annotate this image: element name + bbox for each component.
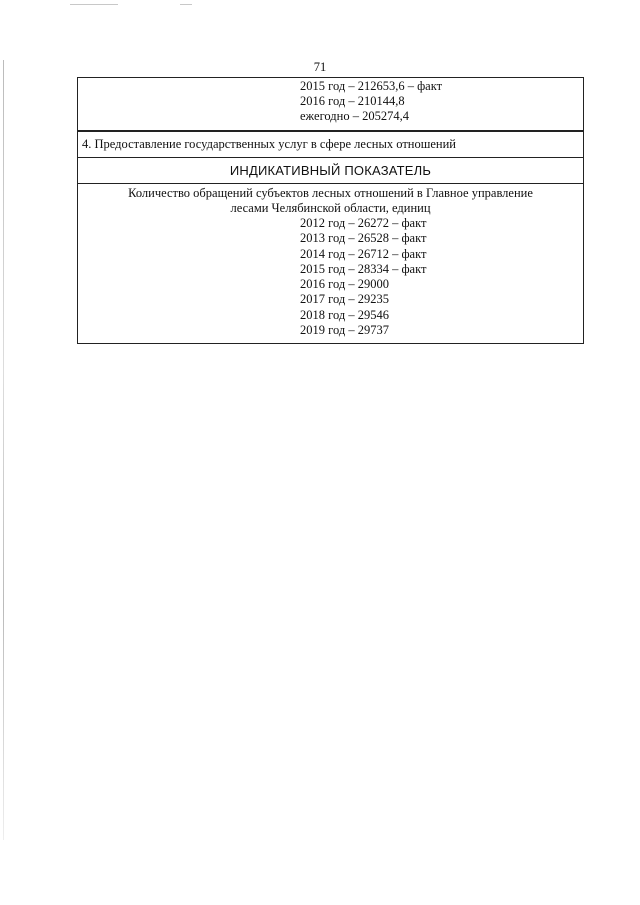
page-number: 71 (313, 60, 327, 74)
value-line: ежегодно – 205274,4 (300, 109, 409, 123)
indicator-value-2015: 2015 год – 28334 – факт (300, 261, 427, 276)
indicator-value-2018: 2018 год – 29546 (300, 307, 389, 322)
section-title: 4. Предоставление государственных услуг в сфере лесных отношений (78, 131, 583, 158)
value-line: 2015 год – 212653,6 – факт (300, 79, 443, 93)
table-row-top-values (78, 78, 583, 131)
indicator-value-2019: 2019 год – 29737 (300, 323, 389, 338)
scan-mark-artifact (180, 4, 192, 5)
indicator-value-2016: 2016 год – 29000 (300, 277, 389, 292)
indicator-values-list (78, 216, 583, 338)
table-row-indicator (78, 184, 583, 343)
scan-mark-artifact (70, 4, 118, 5)
indicator-value-2014: 2014 год – 26712 – факт (300, 246, 427, 261)
indicator-value-2013: 2013 год – 26528 – факт (300, 231, 427, 246)
indicator-table (77, 77, 584, 344)
indicator-description-line: Количество обращений субъектов лесных отношений в Главное управление (128, 186, 533, 200)
value-line: 2016 год – 210144,8 (300, 94, 405, 108)
indicator-header: ИНДИКАТИВНЫЙ ПОКАЗАТЕЛЬ (78, 158, 583, 184)
indicator-description-line: лесами Челябинской области, единиц (230, 201, 431, 215)
indicator-value-2012: 2012 год – 26272 – факт (300, 216, 427, 230)
indicator-value-2017: 2017 год – 29235 (300, 292, 389, 307)
scan-edge-artifact (3, 60, 4, 840)
